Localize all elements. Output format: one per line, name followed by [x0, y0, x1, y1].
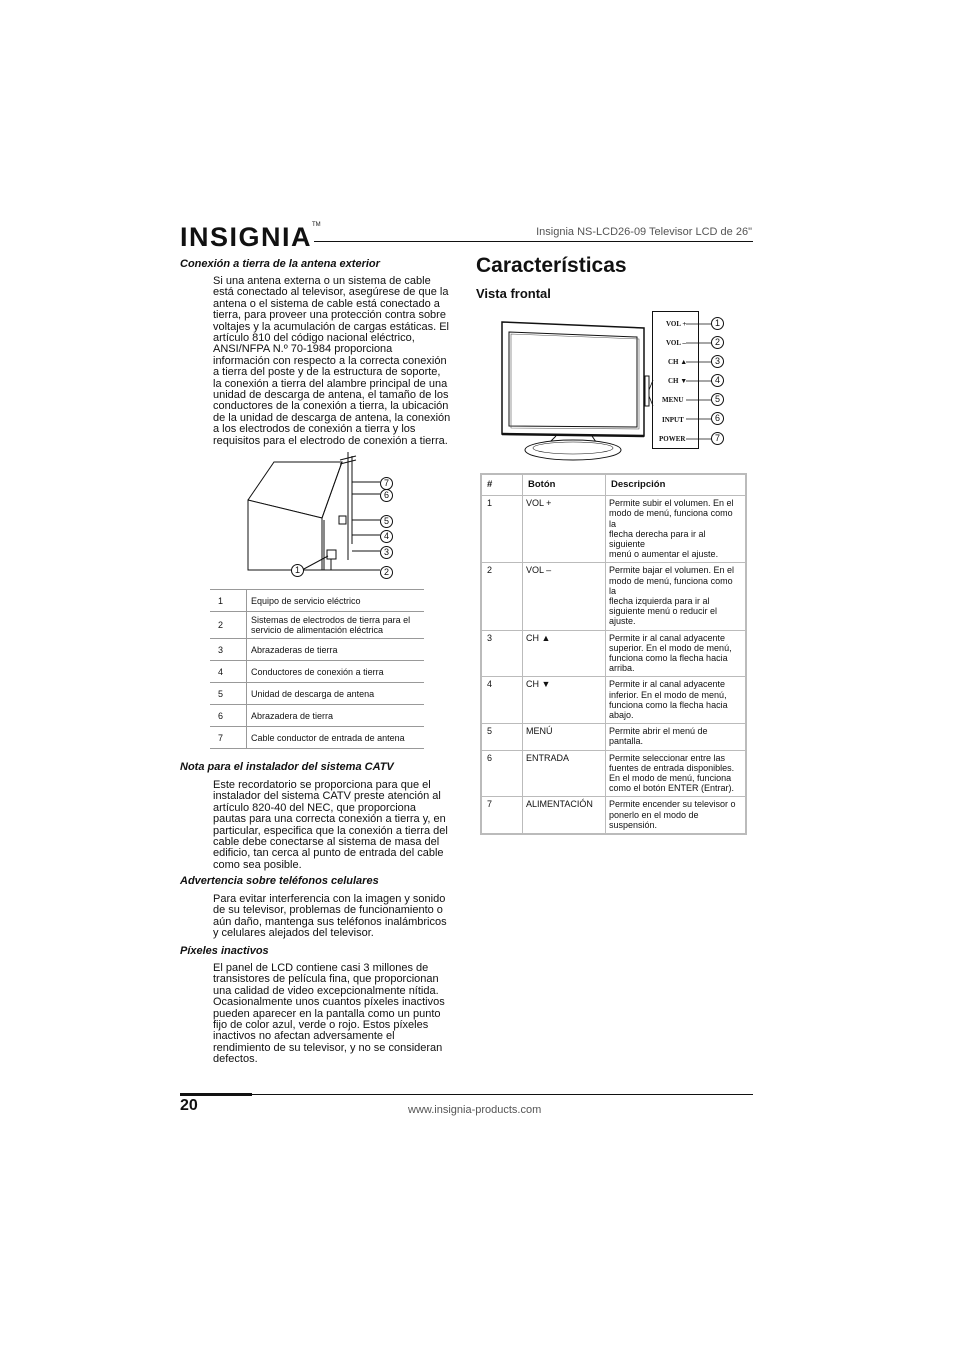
text-line: edificio, tan cerca al punto de entrada del cable: [213, 847, 444, 860]
legend-num: 2: [210, 612, 247, 639]
text-line: fijo de color azul, verde o rojo. Estos píxeles: [213, 1019, 429, 1032]
text-line: la conexión a tierra del alambre principal de una: [213, 377, 448, 390]
text-line: particular, especifica que la conexión a tierra del: [213, 824, 448, 837]
panel-label-ch-up: CH ▲: [668, 358, 688, 366]
subsection-title: Vista frontal: [476, 286, 551, 301]
legend-text: Unidad de descarga de antena: [247, 683, 425, 705]
section-title-catv: Nota para el instalador del sistema CATV: [180, 761, 394, 773]
desc-line: flecha derecha para ir al siguiente: [609, 528, 706, 550]
diagram-callout-7: 7: [380, 477, 393, 490]
cell-button: CH ▲: [523, 630, 606, 677]
panel-callout-7: 7: [711, 432, 724, 445]
section-title-grounding: Conexión a tierra de la antena exterior: [180, 258, 380, 270]
desc-line: arriba.: [609, 663, 635, 674]
section-title-phones: Advertencia sobre teléfonos celulares: [180, 875, 379, 887]
legend-num: 6: [210, 705, 247, 727]
col-header-description: Descripción: [606, 474, 747, 496]
page-number: 20: [180, 1097, 198, 1114]
cell-num: 7: [481, 797, 523, 834]
section-title-pixels: Píxeles inactivos: [180, 945, 269, 957]
desc-line: modo de menú, funciona como la: [609, 508, 733, 529]
buttons-table: [480, 473, 747, 835]
text-line: defectos.: [213, 1053, 258, 1066]
diagram-callout-6: 6: [380, 489, 393, 502]
desc-line: Permite ir al canal adyacente: [609, 679, 726, 690]
desc-line: siguiente menú o reducir el: [609, 606, 718, 617]
table-row: [481, 677, 746, 724]
text-line: transistores de película fina, que proporcionan: [213, 973, 439, 986]
text-line: está conectado al televisor, asegúrese de que la: [213, 286, 449, 299]
brand-name: INSIGNIA: [180, 222, 313, 252]
text-line: voltajes y la acumulación de cargas estáticas. El: [213, 320, 450, 333]
table-row: [210, 661, 424, 683]
legend-num: 7: [210, 727, 247, 749]
panel-callout-6: 6: [711, 412, 724, 425]
desc-line: inferior. En el modo de menú,: [609, 689, 727, 700]
table-header-row: [481, 474, 746, 496]
desc-line: ajuste.: [609, 616, 636, 627]
text-line: a tierra del poste y de la estructura de soporte,: [213, 366, 441, 379]
legend-text: Equipo de servicio eléctrico: [247, 590, 425, 612]
table-row: [210, 612, 424, 639]
cell-button: ALIMENTACIÓN: [523, 797, 606, 834]
grounding-diagram: [240, 452, 400, 582]
desc-line: En el modo de menú, funciona: [609, 773, 732, 784]
legend-num: 1: [210, 590, 247, 612]
cell-button: CH ▼: [523, 677, 606, 724]
desc-line: ponerlo en el modo de: [609, 809, 699, 820]
desc-line: Permite bajar el volumen. En el: [609, 565, 735, 576]
text-line: tierra, para proveer una protección contra sobre: [213, 309, 446, 322]
panel-label-vol-up: VOL +: [666, 320, 687, 328]
text-line: de la unidad de descarga de antena, la conexión: [213, 411, 451, 424]
text-line: a los electrodos de conexión a tierra y los: [213, 423, 416, 436]
legend-text: Abrazaderas de tierra: [247, 639, 425, 661]
section-body-catv: [213, 780, 448, 871]
text-line: aún daño, mantenga sus teléfonos inalámbricos: [213, 915, 447, 928]
col-header-num: #: [481, 474, 523, 496]
header-rule: [314, 241, 753, 242]
text-line: Si una antena externa o un sistema de cable: [213, 275, 431, 287]
table-row: [481, 630, 746, 677]
footer-rule-accent: [180, 1093, 252, 1096]
desc-line: Permite abrir el menú de pantalla.: [609, 726, 708, 747]
cell-button: MENÚ: [523, 724, 606, 750]
panel-label-input: INPUT: [662, 416, 684, 424]
table-row: [481, 563, 746, 630]
table-row: [210, 590, 424, 612]
brand-logo: [180, 222, 321, 253]
desc-line: flecha izquierda para ir al: [609, 596, 710, 607]
cell-button: VOL +: [523, 496, 606, 563]
text-line: artículo 820-40 del NEC, que proporciona: [213, 801, 417, 814]
tv-front-illustration: [498, 318, 658, 468]
text-line: y celulares alejados del televisor.: [213, 927, 374, 940]
desc-line: modo de menú, funciona como la: [609, 575, 733, 596]
diagram-callout-5: 5: [380, 515, 393, 528]
desc-line: Permite ir al canal adyacente: [609, 632, 726, 643]
panel-callout-4: 4: [711, 374, 724, 387]
desc-line: Permite seleccionar entre las: [609, 752, 726, 763]
cell-description: [606, 563, 747, 630]
cell-num: 4: [481, 677, 523, 724]
legend-num: 5: [210, 683, 247, 705]
text-line: pautas para una correcta conexión a tierra y, en: [213, 813, 446, 826]
panel-callout-3: 3: [711, 355, 724, 368]
cell-num: 1: [481, 496, 523, 563]
cell-button: VOL –: [523, 563, 606, 630]
desc-line: Permite subir el volumen. En el: [609, 498, 734, 509]
header-title: Insignia NS-LCD26-09 Televisor LCD de 26": [536, 226, 752, 238]
grounding-legend-table: [210, 589, 424, 749]
table-row: [481, 496, 746, 563]
cell-button: ENTRADA: [523, 750, 606, 797]
footer-rule: [180, 1094, 753, 1095]
diagram-callout-2: 2: [380, 566, 393, 579]
panel-leader-lines: [686, 318, 714, 448]
text-line: antena o el sistema de cable está conectado a: [213, 297, 440, 310]
panel-label-vol-down: VOL –: [666, 339, 686, 347]
legend-text: Conductores de conexión a tierra: [247, 661, 425, 683]
section-body-grounding: [213, 276, 450, 447]
diagram-callout-4: 4: [380, 530, 393, 543]
panel-label-menu: MENU: [662, 396, 684, 404]
col-header-button: Botón: [523, 474, 606, 496]
text-line: Este recordatorio se proporciona para que el: [213, 779, 431, 791]
legend-text: Abrazadera de tierra: [247, 705, 425, 727]
cell-description: [606, 724, 747, 750]
text-line: de su televisor, problemas de funcionamiento o: [213, 904, 443, 917]
desc-line: como el botón ENTER (Entrar).: [609, 783, 735, 794]
cell-description: [606, 496, 747, 563]
desc-line: suspensión.: [609, 819, 658, 830]
text-line: inactivos no afectan adversamente el: [213, 1030, 395, 1043]
legend-text: Cable conductor de entrada de antena: [247, 727, 425, 749]
table-row: [210, 705, 424, 727]
panel-callout-2: 2: [711, 336, 724, 349]
table-row: [481, 797, 746, 834]
panel-callout-5: 5: [711, 393, 724, 406]
text-line: requisitos para el electrodo de conexión a tierra.: [213, 434, 448, 447]
text-line: rendimiento de su televisor, y no se consideran: [213, 1041, 443, 1054]
text-line: instalador del sistema CATV preste atención al: [213, 790, 441, 803]
cell-num: 5: [481, 724, 523, 750]
cell-num: 2: [481, 563, 523, 630]
text-line: conductores de la conexión a tierra, la ubicación: [213, 400, 449, 413]
desc-line: superior. En el modo de menú,: [609, 642, 732, 653]
cell-num: 3: [481, 630, 523, 677]
desc-line: funciona como la flecha hacia: [609, 653, 728, 664]
text-line: unidad de descarga de antena, el tamaño de los: [213, 389, 449, 402]
desc-line: fuentes de entrada disponibles.: [609, 762, 735, 773]
desc-line: Permite encender su televisor o: [609, 799, 736, 810]
table-row: [210, 727, 424, 749]
text-line: Ocasionalmente unos cuantos píxeles inactivos: [213, 996, 445, 1009]
page-title: Características: [476, 254, 627, 277]
text-line: una calidad de video excepcionalmente nítida.: [213, 984, 439, 997]
cell-description: [606, 677, 747, 724]
table-row: [481, 724, 746, 750]
cell-description: [606, 750, 747, 797]
text-line: El panel de LCD contiene casi 3 millones de: [213, 962, 429, 974]
desc-line: abajo.: [609, 710, 634, 721]
text-line: cable debe conectarse al sistema de masa del: [213, 836, 440, 849]
desc-line: menú o aumentar el ajuste.: [609, 549, 719, 560]
panel-callout-1: 1: [711, 317, 724, 330]
text-line: información con respecto a la correcta conexión: [213, 354, 447, 367]
legend-num: 4: [210, 661, 247, 683]
cell-num: 6: [481, 750, 523, 797]
desc-line: funciona como la flecha hacia: [609, 699, 728, 710]
table-row: [210, 639, 424, 661]
panel-label-ch-down: CH ▼: [668, 377, 688, 385]
trademark: TM: [312, 222, 321, 228]
table-row: [481, 750, 746, 797]
section-body-phones: [213, 894, 447, 940]
panel-label-power: POWER: [659, 435, 686, 443]
section-body-pixels: [213, 963, 445, 1066]
diagram-callout-1: 1: [291, 564, 304, 577]
diagram-callout-3: 3: [380, 546, 393, 559]
table-row: [210, 683, 424, 705]
cell-description: [606, 797, 747, 834]
text-line: Para evitar interferencia con la imagen y sonido: [213, 893, 446, 905]
text-line: ANSI/NFPA N.º 70-1984 proporciona: [213, 343, 393, 356]
text-line: como sea posible.: [213, 858, 302, 871]
footer-url: www.insignia-products.com: [408, 1104, 542, 1116]
cell-description: [606, 630, 747, 677]
text-line: pueden aparecer en la pantalla como un punto: [213, 1007, 441, 1020]
text-line: artículo 810 del código nacional eléctrico,: [213, 332, 415, 345]
legend-num: 3: [210, 639, 247, 661]
legend-text: Sistemas de electrodos de tierra para el servicio de alimentación eléctrica: [247, 612, 425, 639]
